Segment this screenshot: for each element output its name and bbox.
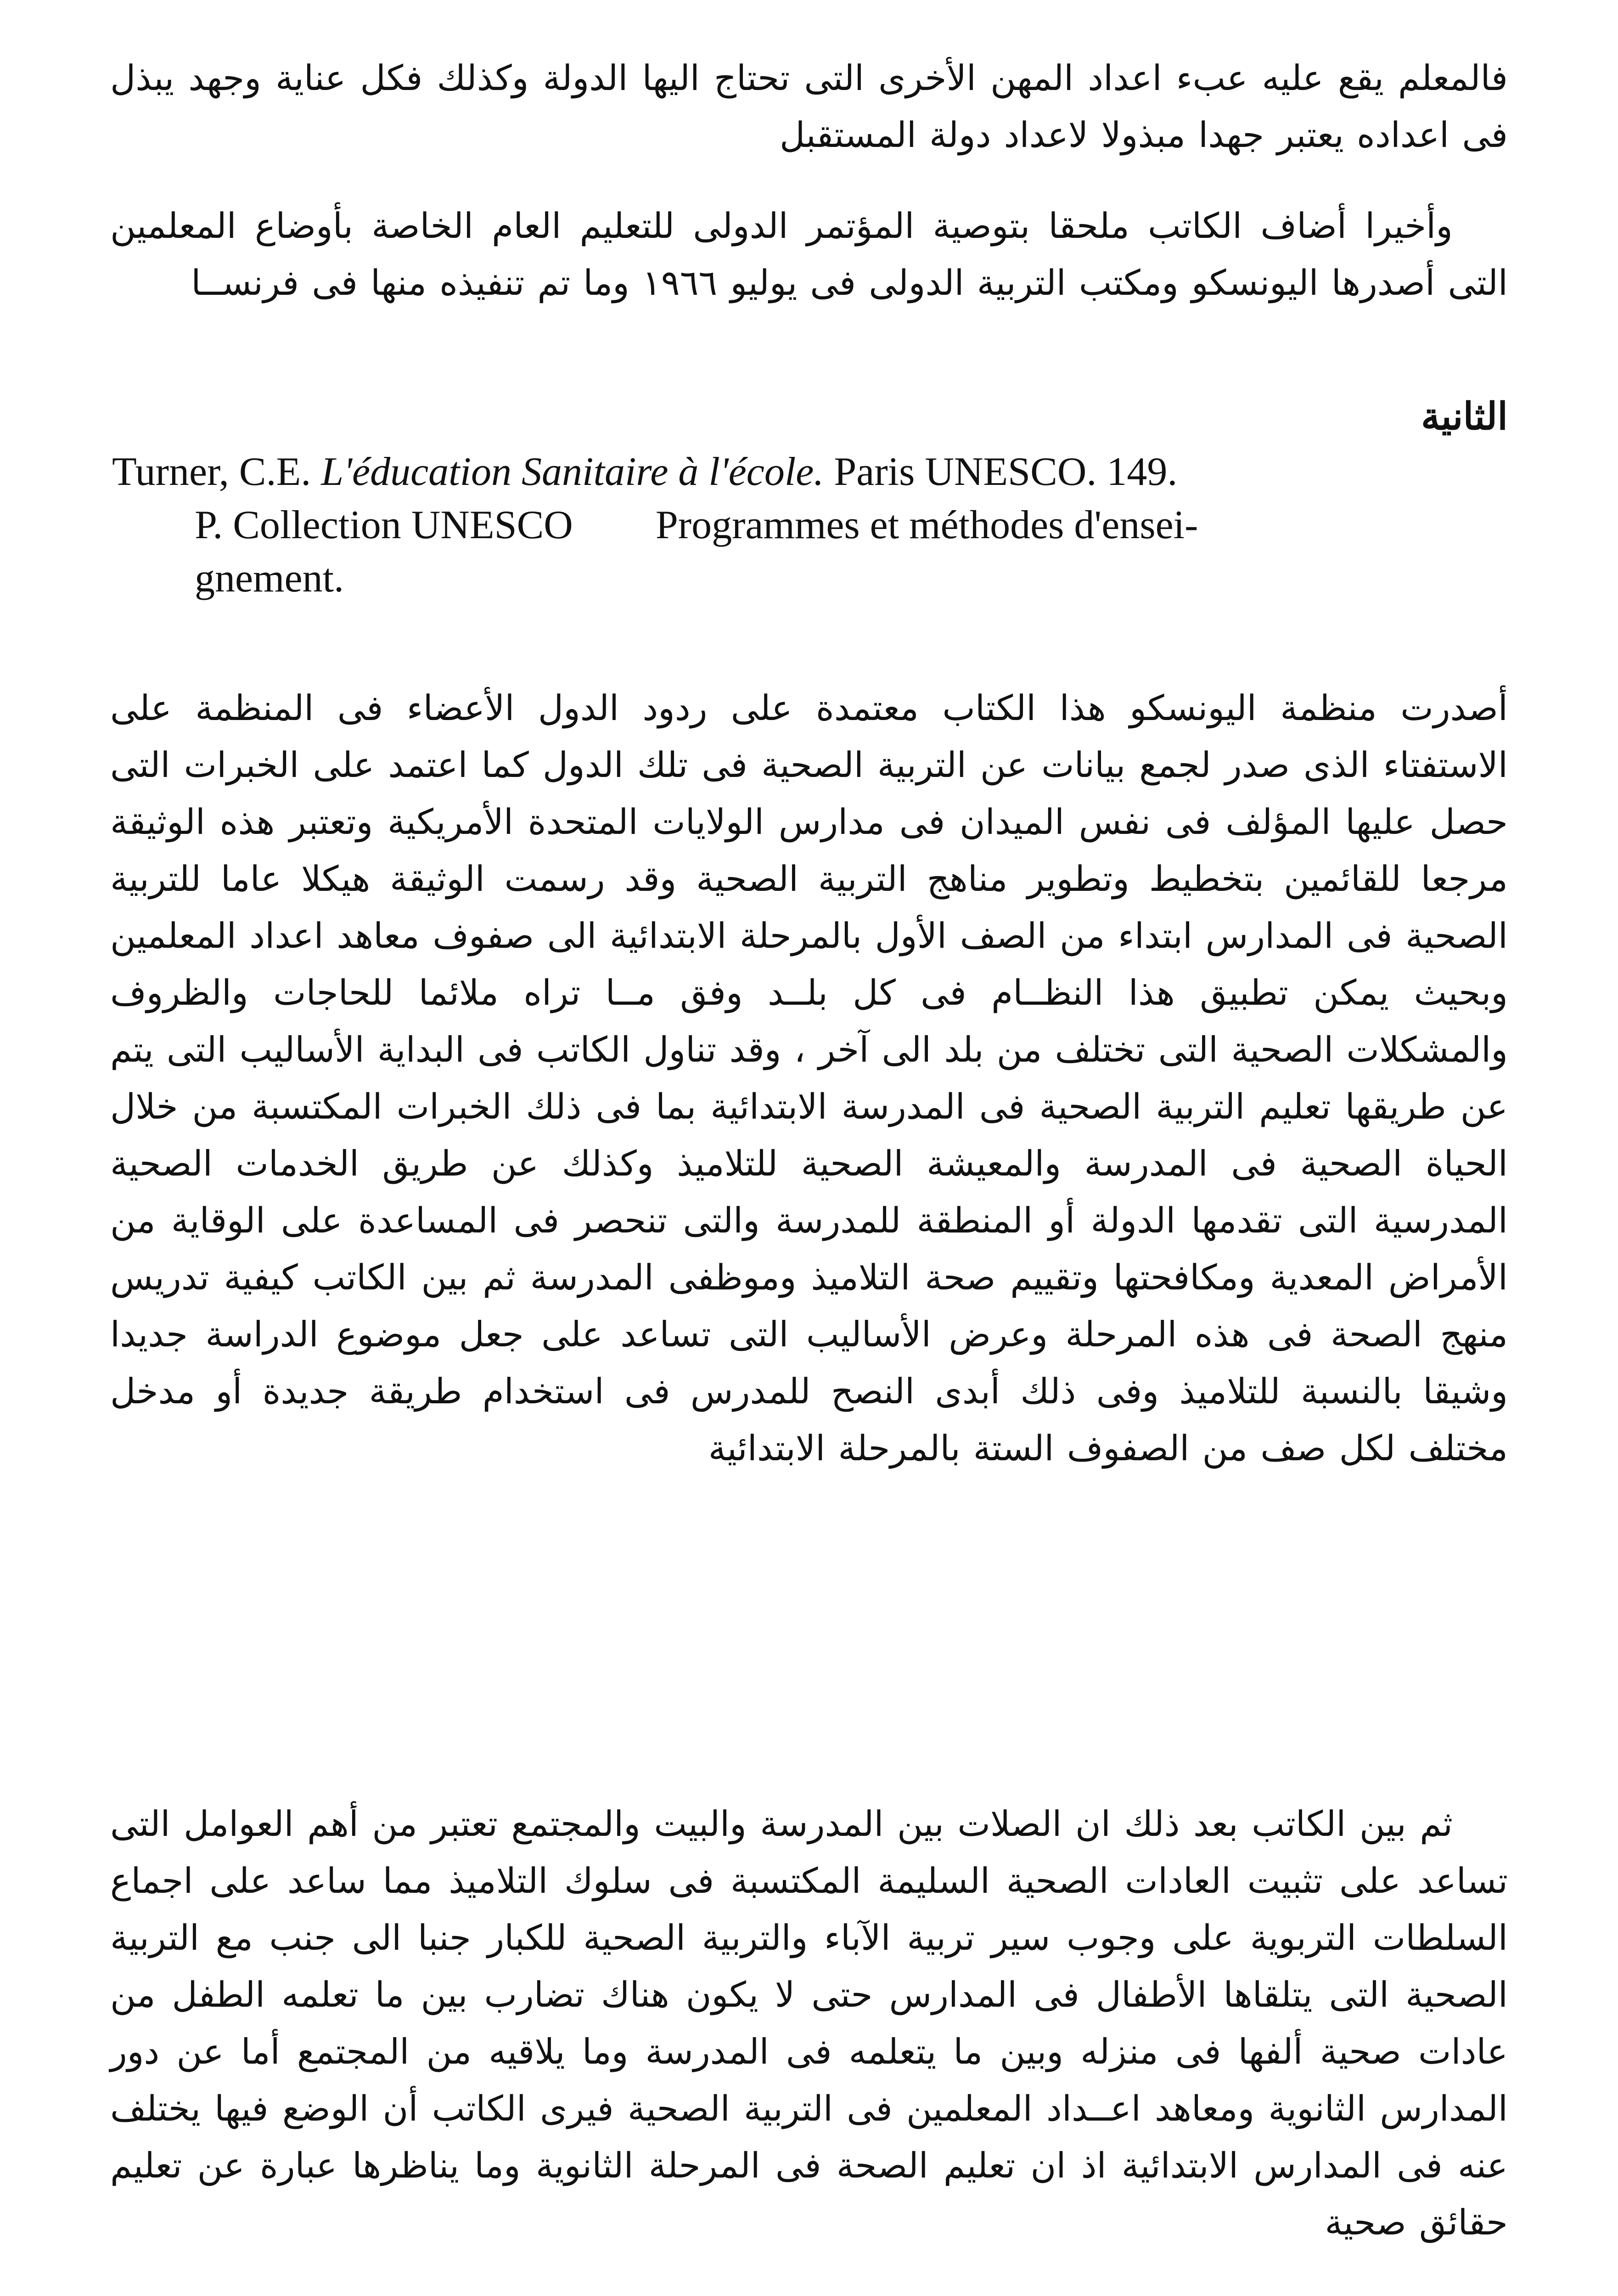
reference-line-3 bbox=[112, 552, 1517, 605]
reference-publisher: Paris UNESCO. 149. bbox=[834, 450, 1178, 494]
reference-line-1 bbox=[112, 445, 1517, 499]
reference-line-2 bbox=[112, 499, 1517, 552]
reference-author: Turner, C.E. bbox=[112, 450, 311, 494]
intro-paragraph: فالمعلم يقع عليه عبء اعداد المهن الأخرى التى تحتاج اليها الدولة وكذلك فكل عناية وجهد يبذل فى اعداده يعتبر جهدا مبذولا لاعداد دولة المستقبل bbox=[110, 57, 1508, 155]
bibliographic-reference bbox=[112, 445, 1517, 605]
summary-paragraph-1: أصدرت منظمة اليونسكو هذا الكتاب معتمدة على ردود الدول الأعضاء فى المنظمة على الاستفتاء الذى صدر لجمع بيانات عن التربية الصحية فى تلك الدول كما اعتمد على الخبرات التى حصل عليها المؤلف فى نفس الميدان فى مدارس الولايات المتحدة الأمريكية وتعتبر هذه الوثيقة مرجعا للقائمين بتخطيط وتطوير مناهج التربية الصحية وقد رسمت الوثيقة هيكلا عاما للتربية الصحية فى المدارس ابتداء من الصف الأول بالمرحلة الابتدائية الى صفوف معاهد اعداد المعلمين وبحيث يمكن تطبيق هذا النظــام فى كل بلــد وفق مــا تراه ملائما للحاجات والظروف والمشكلات الصحية التى تختلف من بلد الى آخر ، وقد تناول الكاتب فى البداية الأساليب التى يتم عن طريقها تعليم التربية الصحية فى المدرسة الابتدائية بما فى ذلك الخبرات المكتسبة من خلال الحياة الصحية فى المدرسة والمعيشة الصحية للتلاميذ وكذلك عن طريق الخدمات الصحية المدرسية التى تقدمها الدولة أو المنطقة للمدرسة والتى تنحصر فى المساعدة على الوقاية من الأمراض المعدية ومكافحتها وتقييم صحة التلاميذ وموظفى المدرسة ثم بين الكاتب كيفية تدريس منهج الصحة فى هذه المرحلة وعرض الأساليب التى تساعد على جعل موضوع الدراسة جديدا وشيقا بالنسبة للتلاميذ وفى ذلك أبدى النصح للمدرس فى استخدام طريقة جديدة أو مدخل مختلف لكل صف من الصفوف الستة بالمرحلة الابتدائية bbox=[110, 687, 1508, 1469]
reference-series: Programmes et méthodes d'ensei- bbox=[655, 503, 1198, 547]
reference-collection: P. Collection UNESCO bbox=[195, 503, 573, 547]
section-title: الثانية bbox=[1421, 394, 1508, 439]
reference-series-continued: gnement. bbox=[195, 556, 344, 601]
reference-title: L'éducation Sanitaire à l'école. bbox=[321, 450, 824, 494]
appendix-paragraph: وأخيرا أضاف الكاتب ملحقا بتوصية المؤتمر الدولى للتعليم العام الخاصة بأوضاع المعلمين التى أصدرها اليونسكو ومكتب التربية الدولى فى يوليو ١٩٦٦ وما تم تنفيذه منها فى فرنســا bbox=[110, 205, 1508, 303]
summary-paragraph-2: ثم بين الكاتب بعد ذلك ان الصلات بين المدرسة والبيت والمجتمع تعتبر من أهم العوامل التى تساعد على تثبيت العادات الصحية السليمة المكتسبة فى سلوك التلاميذ مما ساعد على اجماع السلطات التربوية على وجوب سير تربية الآباء والتربية الصحية للكبار جنبا الى جنب مع التربية الصحية التى يتلقاها الأطفال فى المدارس حتى لا يكون هناك تضارب بين ما تعلمه الطفل من عادات صحية ألفها فى منزله وبين ما يتعلمه فى المدرسة وما يلاقيه من المجتمع أما عن دور المدارس الثانوية ومعاهد اعــداد المعلمين فى التربية الصحية فيرى الكاتب أن الوضع فيها يختلف عنه فى المدارس الابتدائية اذ ان تعليم الصحة فى المرحلة الثانوية وما يناظرها عبارة عن تعليم حقائق صحية bbox=[110, 1803, 1508, 2243]
